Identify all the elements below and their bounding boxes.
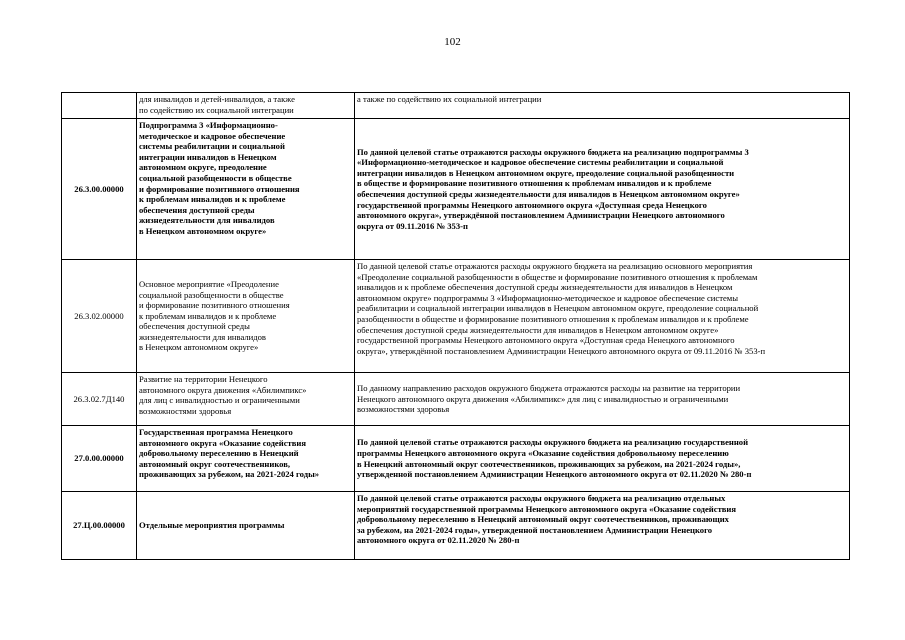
table-row <box>62 373 850 426</box>
target-article-description: По данной целевой статье отражаются расходы окружного бюджета на реализацию отдельных мероприятий государственной программы Ненецкого автономного округа «Оказание содействия добровольному переселению в Ненецкий автономный округ соотечественников, проживающих за рубежом, на 2021-2024 годы», утвержденной постановлением Администрации Ненецкого автономного округа от 02.11.2020 № 280-п <box>355 492 850 560</box>
target-article-name: Развитие на территории Ненецкого автономного округа движения «Абилимпикс» для лиц с инвалидностью и ограниченными возможностями здоровья <box>137 373 355 426</box>
target-article-code: 26.3.02.00000 <box>62 260 137 373</box>
target-article-name: Государственная программа Ненецкого автономного округа «Оказание содействия добровольному переселению в Ненецкий автономный округ соотечественников, проживающих за рубежом, на 2021-2024 годы» <box>137 426 355 492</box>
table-row <box>62 260 850 373</box>
target-article-name: Подпрограмма 3 «Информационно- методическое и кадровое обеспечение системы реабилитации и социальной интеграции инвалидов в Ненецком автономном округе, преодоление социальной разобщенности в обществе и формирование позитивного отношения к проблемам инвалидов и к проблеме обеспечения доступной среды жизнедеятельности для инвалидов в Ненецком автономном округе» <box>137 119 355 260</box>
target-article-code: 27.0.00.00000 <box>62 426 137 492</box>
target-article-code: 26.3.00.00000 <box>62 119 137 260</box>
table-row <box>62 93 850 119</box>
target-article-description: По данной целевой статье отражаются расходы окружного бюджета на реализацию государственной программы Ненецкого автономного округа «Оказание содействия добровольному переселению в Ненецкий автономный округ соотечественников, проживающих за рубежом, на 2021-2024 годы», утвержденной постановлением Администрации Ненецкого автономного округа от 02.11.2020 № 280-п <box>355 426 850 492</box>
table-row <box>62 492 850 560</box>
target-article-code: 27.Ц.00.00000 <box>62 492 137 560</box>
budget-classification-table <box>61 92 850 560</box>
target-article-description: По данной целевой статье отражаются расходы окружного бюджета на реализацию подпрограммы 3 «Информационно-методическое и кадровое обеспечение системы реабилитации и социальной интеграции инвалидов в Ненецком автономном округе, преодоление социальной разобщенности в обществе и формирование позитивного отношения к проблемам инвалидов и к проблеме обеспечения доступной среды жизнедеятельности для инвалидов в Ненецком автономном округе» государственной программы Ненецкого автономного округа «Доступная среда Ненецкого автономного округа», утверждённой постановлением Администрации Ненецкого автономного округа от 09.11.2016 № 353-п <box>355 119 850 260</box>
page-number: 102 <box>444 36 461 48</box>
target-article-description: а также по содействию их социальной интеграции <box>355 93 850 119</box>
table-row <box>62 426 850 492</box>
table-row <box>62 119 850 260</box>
target-article-code <box>62 93 137 119</box>
target-article-description: По данной целевой статье отражаются расходы окружного бюджета на реализацию основного мероприятия «Преодоление социальной разобщенности в обществе и формирование позитивного отношения к проблемам инвалидов и к проблеме обеспечения доступной среды жизнедеятельности для инвалидов в Ненецком автономном округе» подпрограммы 3 «Информационно-методическое и кадровое обеспечение системы реабилитации и социальной интеграции инвалидов в Ненецком автономном округе, преодоление социальной разобщенности в обществе и формирование позитивного отношения к проблемам инвалидов и к проблеме обеспечения доступной среды жизнедеятельности для инвалидов в Ненецком автономном округе» государственной программы Ненецкого автономного округа «Доступная среда Ненецкого автономного округа», утверждённой постановлением Администрации Ненецкого автономного округа от 09.11.2016 № 353-п <box>355 260 850 373</box>
target-article-name: Отдельные мероприятия программы <box>137 492 355 560</box>
target-article-name: для инвалидов и детей-инвалидов, а также по содействию их социальной интеграции <box>137 93 355 119</box>
target-article-name: Основное мероприятие «Преодоление социальной разобщенности в обществе и формирование позитивного отношения к проблемам инвалидов и к проблеме обеспечения доступной среды жизнедеятельности для инвалидов в Ненецком автономном округе» <box>137 260 355 373</box>
target-article-code: 26.3.02.7Д140 <box>62 373 137 426</box>
target-article-description: По данному направлению расходов окружного бюджета отражаются расходы на развитие на территории Ненецкого автономного округа движения «Абилимпикс» для лиц с инвалидностью и ограниченными возможностями здоровья <box>355 373 850 426</box>
